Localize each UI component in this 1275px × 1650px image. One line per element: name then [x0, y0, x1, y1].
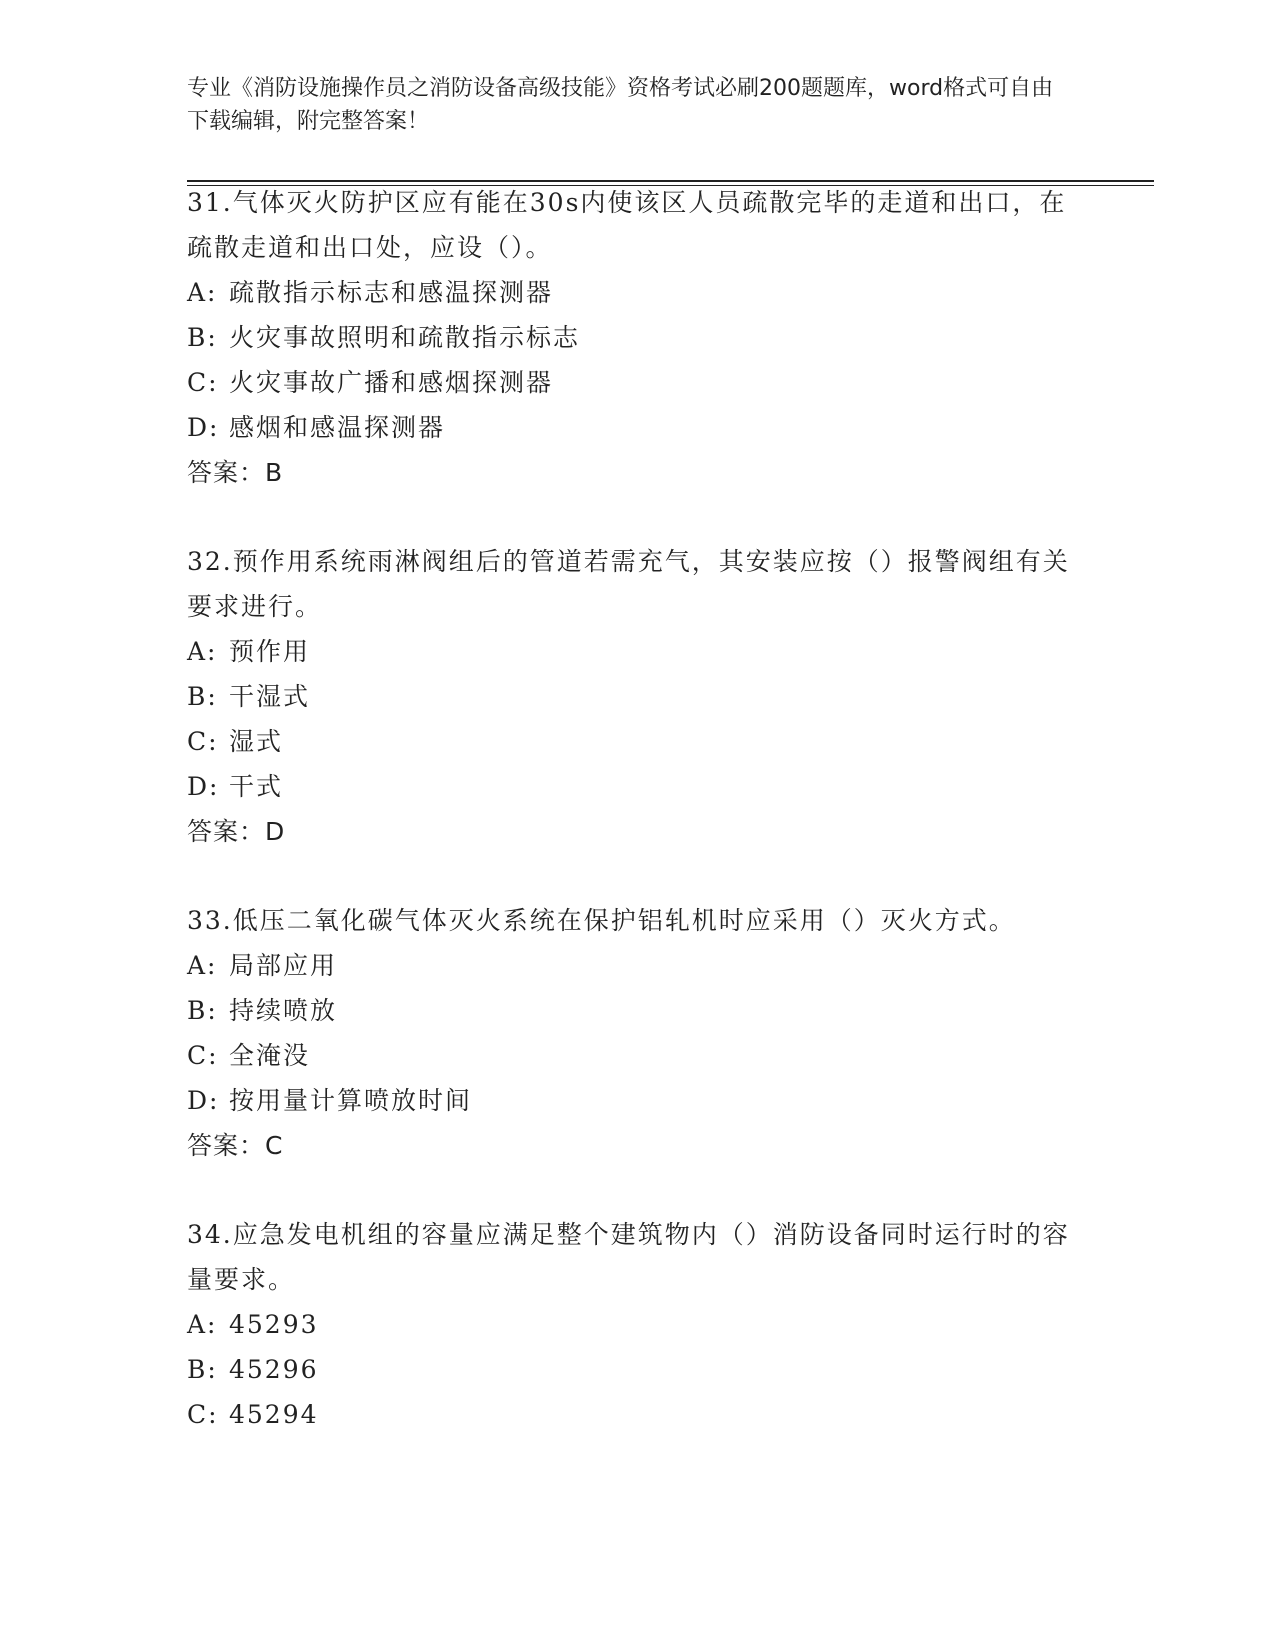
option-letter: C:	[187, 727, 219, 756]
question-stem: 34.应急发电机组的容量应满足整个建筑物内（）消防设备同时运行时的容量要求。	[187, 1220, 1070, 1294]
option-letter: A:	[187, 278, 218, 307]
option-text: 干式	[229, 772, 284, 801]
question-33	[187, 898, 1087, 1168]
option-text: 局部应用	[229, 951, 338, 980]
option-c	[187, 360, 1087, 405]
option-letter: D:	[187, 1086, 220, 1115]
option-text: 持续喷放	[229, 996, 338, 1025]
option-letter: B:	[187, 996, 218, 1025]
option-c	[187, 1392, 1087, 1437]
option-letter: B:	[187, 682, 218, 711]
option-c	[187, 1033, 1087, 1078]
option-a	[187, 943, 1087, 988]
option-letter: A:	[187, 951, 218, 980]
option-a	[187, 1302, 1087, 1347]
document-header: 专业《消防设施操作员之消防设备高级技能》资格考试必刷200题题库，word格式可自由下载编辑，附完整答案！	[187, 76, 1054, 134]
option-d	[187, 1078, 1087, 1123]
option-letter: C:	[187, 368, 219, 397]
option-text: 按用量计算喷放时间	[229, 1086, 473, 1115]
option-text: 湿式	[229, 727, 284, 756]
option-d	[187, 405, 1087, 450]
option-letter: D:	[187, 413, 220, 442]
option-letter: A:	[187, 1310, 218, 1339]
answer-line: 答案：C	[187, 1131, 284, 1160]
option-text: 火灾事故照明和疏散指示标志	[229, 323, 581, 352]
option-letter: C:	[187, 1041, 219, 1070]
question-stem: 32.预作用系统雨淋阀组后的管道若需充气，其安装应按（）报警阀组有关要求进行。	[187, 547, 1070, 621]
option-text: 疏散指示标志和感温探测器	[229, 278, 554, 307]
answer-line: 答案：D	[187, 817, 286, 846]
option-letter: C:	[187, 1400, 219, 1429]
option-text: 火灾事故广播和感烟探测器	[229, 368, 554, 397]
option-letter: B:	[187, 323, 218, 352]
answer-line: 答案：B	[187, 458, 284, 487]
question-32	[187, 539, 1087, 854]
question-34	[187, 1212, 1087, 1437]
option-text: 预作用	[229, 637, 311, 666]
option-b	[187, 988, 1087, 1033]
option-text: 全淹没	[229, 1041, 311, 1070]
option-c	[187, 719, 1087, 764]
option-text: 干湿式	[229, 682, 311, 711]
option-text: 45294	[229, 1400, 319, 1429]
option-letter: A:	[187, 637, 218, 666]
option-d	[187, 764, 1087, 809]
option-b	[187, 674, 1087, 719]
option-a	[187, 629, 1087, 674]
question-stem: 33.低压二氧化碳气体灭火系统在保护铝轧机时应采用（）灭火方式。	[187, 906, 1016, 935]
option-text: 感烟和感温探测器	[229, 413, 446, 442]
option-text: 45296	[229, 1355, 319, 1384]
question-stem: 31.气体灭火防护区应有能在30s内使该区人员疏散完毕的走道和出口，在疏散走道和出口处，应设（）。	[187, 188, 1067, 262]
option-b	[187, 315, 1087, 360]
option-letter: B:	[187, 1355, 218, 1384]
option-a	[187, 270, 1087, 315]
option-letter: D:	[187, 772, 220, 801]
option-text: 45293	[229, 1310, 319, 1339]
question-31	[187, 180, 1087, 495]
option-b	[187, 1347, 1087, 1392]
